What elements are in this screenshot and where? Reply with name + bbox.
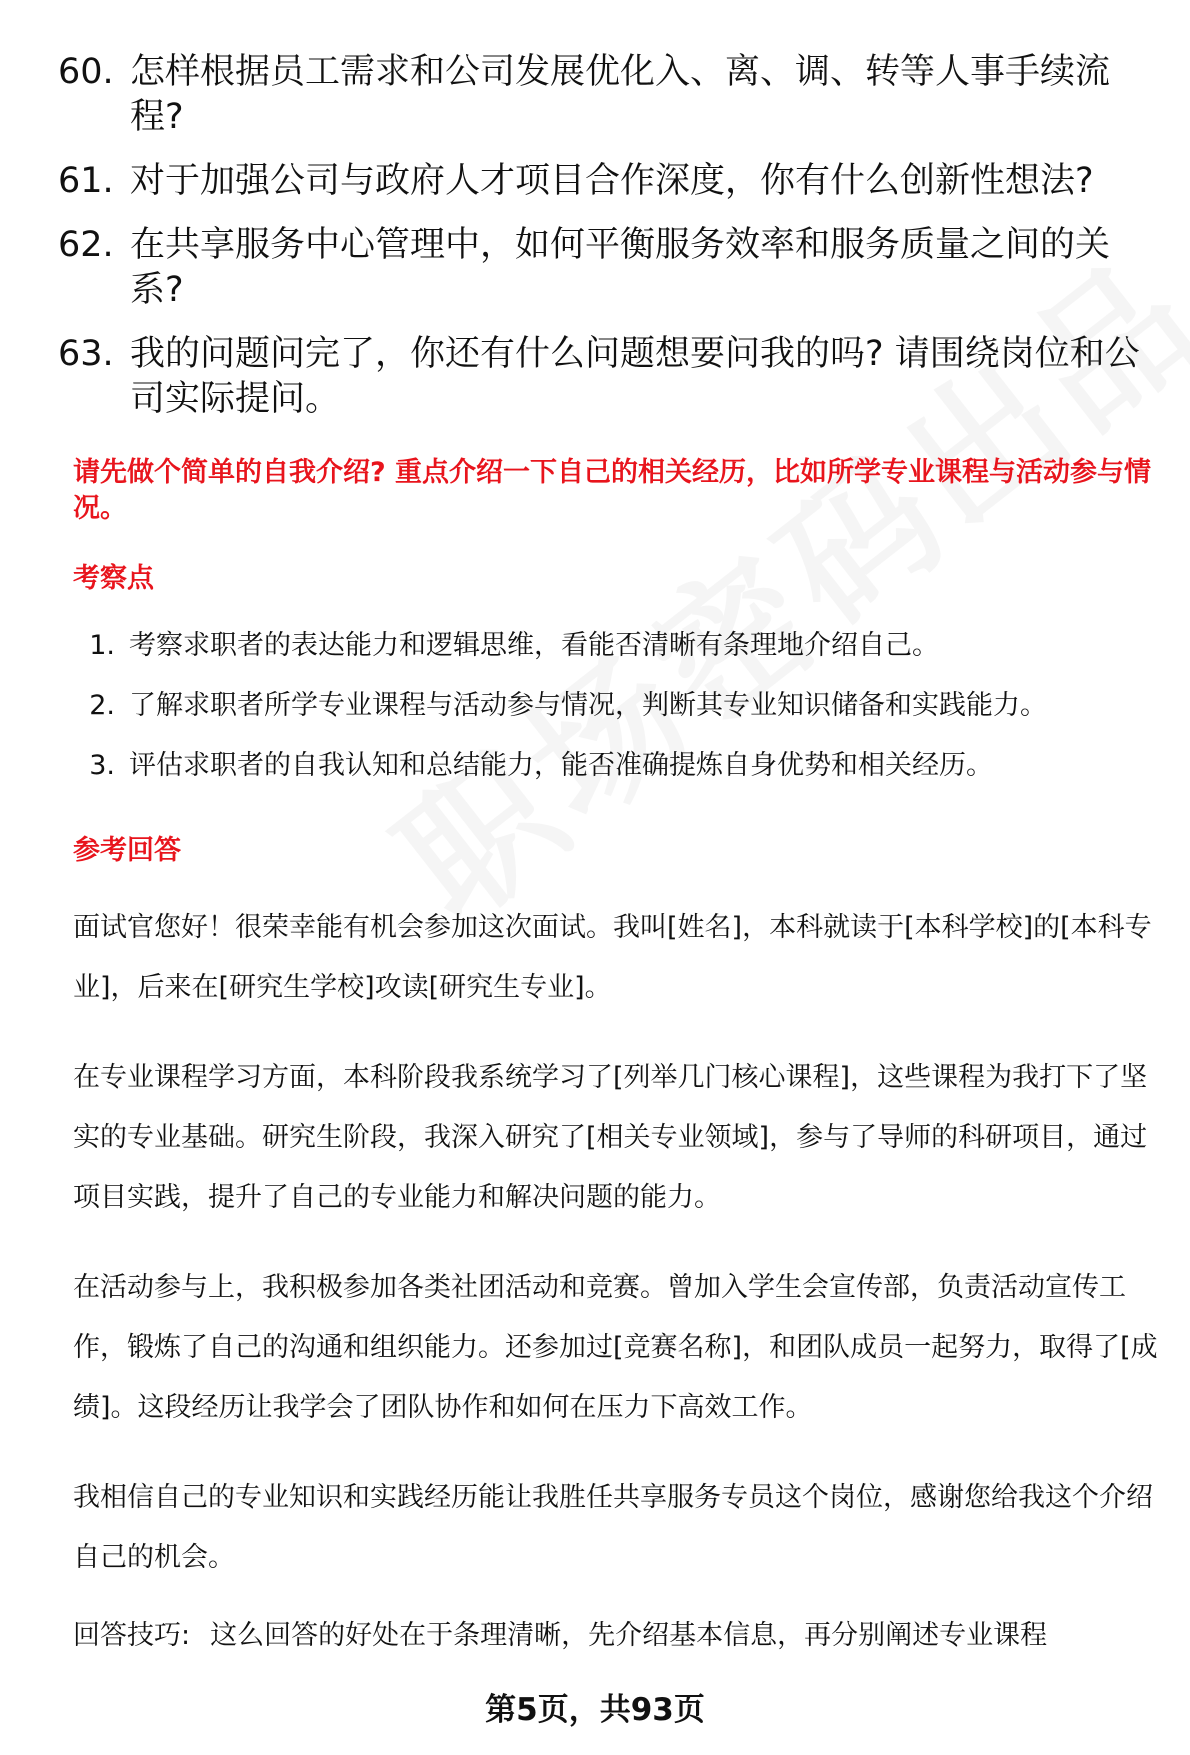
question-item: [58, 332, 1148, 422]
question-item: [58, 50, 1148, 140]
assess-point: [73, 748, 1153, 784]
question-text: 对于加强公司与政府人才项目合作深度，你有什么创新性想法?: [130, 161, 1094, 201]
answer-paragraph: 面试官您好！很荣幸能有机会参加这次面试。我叫[姓名]，本科就读于[本科学校]的[本科专业]，后来在[研究生学校]攻读[研究生专业]。: [73, 912, 1152, 1003]
assess-point-number: 3.: [89, 750, 115, 781]
assess-points-list: [73, 628, 1153, 808]
question-item: [58, 223, 1148, 313]
question-list: [58, 50, 1148, 441]
answer-heading: 参考回答: [73, 835, 181, 866]
assess-heading: 考察点: [73, 563, 154, 594]
question-number: 62.: [58, 225, 114, 265]
assess-point-text: 了解求职者所学专业课程与活动参与情况，判断其专业知识储备和实践能力。: [129, 690, 1047, 721]
answer-paragraph: 在专业课程学习方面，本科阶段我系统学习了[列举几门核心课程]，这些课程为我打下了坚实的专业基础。研究生阶段，我深入研究了[相关专业领域]，参与了导师的科研项目，通过项目实践，提升了自己的专业能力和解决问题的能力。: [73, 1062, 1148, 1213]
question-text: 我的问题问完了，你还有什么问题想要问我的吗? 请围绕岗位和公司实际提问。: [130, 334, 1140, 419]
answer-tip: [73, 1618, 1183, 1654]
assess-point-text: 评估求职者的自我认知和总结能力，能否准确提炼自身优势和相关经历。: [129, 750, 993, 781]
question-number: 63.: [58, 334, 114, 374]
assess-point: [73, 688, 1153, 724]
question-number: 60.: [58, 52, 114, 92]
assess-point-number: 2.: [89, 690, 115, 721]
question-item: [58, 159, 1148, 204]
question-text: 怎样根据员工需求和公司发展优化入、离、调、转等人事手续流程?: [130, 52, 1111, 137]
answer-paragraph: 我相信自己的专业知识和实践经历能让我胜任共享服务专员这个岗位，感谢您给我这个介绍自己的机会。: [73, 1482, 1153, 1573]
highlight-question: 请先做个简单的自我介绍? 重点介绍一下自己的相关经历，比如所学专业课程与活动参与情况。: [73, 457, 1152, 524]
assess-point: [73, 628, 1153, 664]
answer-paragraph: 在活动参与上，我积极参加各类社团活动和竞赛。曾加入学生会宣传部，负责活动宣传工作，锻炼了自己的沟通和组织能力。还参加过[竞赛名称]，和团队成员一起努力，取得了[成绩]。这段经历让我学会了团队协作和如何在压力下高效工作。: [73, 1272, 1158, 1423]
tip-text: 这么回答的好处在于条理清晰，先介绍基本信息，再分别阐述专业课程: [210, 1620, 1048, 1651]
question-number: 61.: [58, 161, 114, 201]
tip-label: 回答技巧:: [73, 1620, 191, 1651]
assess-point-number: 1.: [89, 630, 115, 661]
question-text: 在共享服务中心管理中，如何平衡服务效率和服务质量之间的关系?: [130, 225, 1111, 310]
page-footer: 第5页，共93页: [485, 1692, 705, 1728]
assess-point-text: 考察求职者的表达能力和逻辑思维，看能否清晰有条理地介绍自己。: [129, 630, 939, 661]
